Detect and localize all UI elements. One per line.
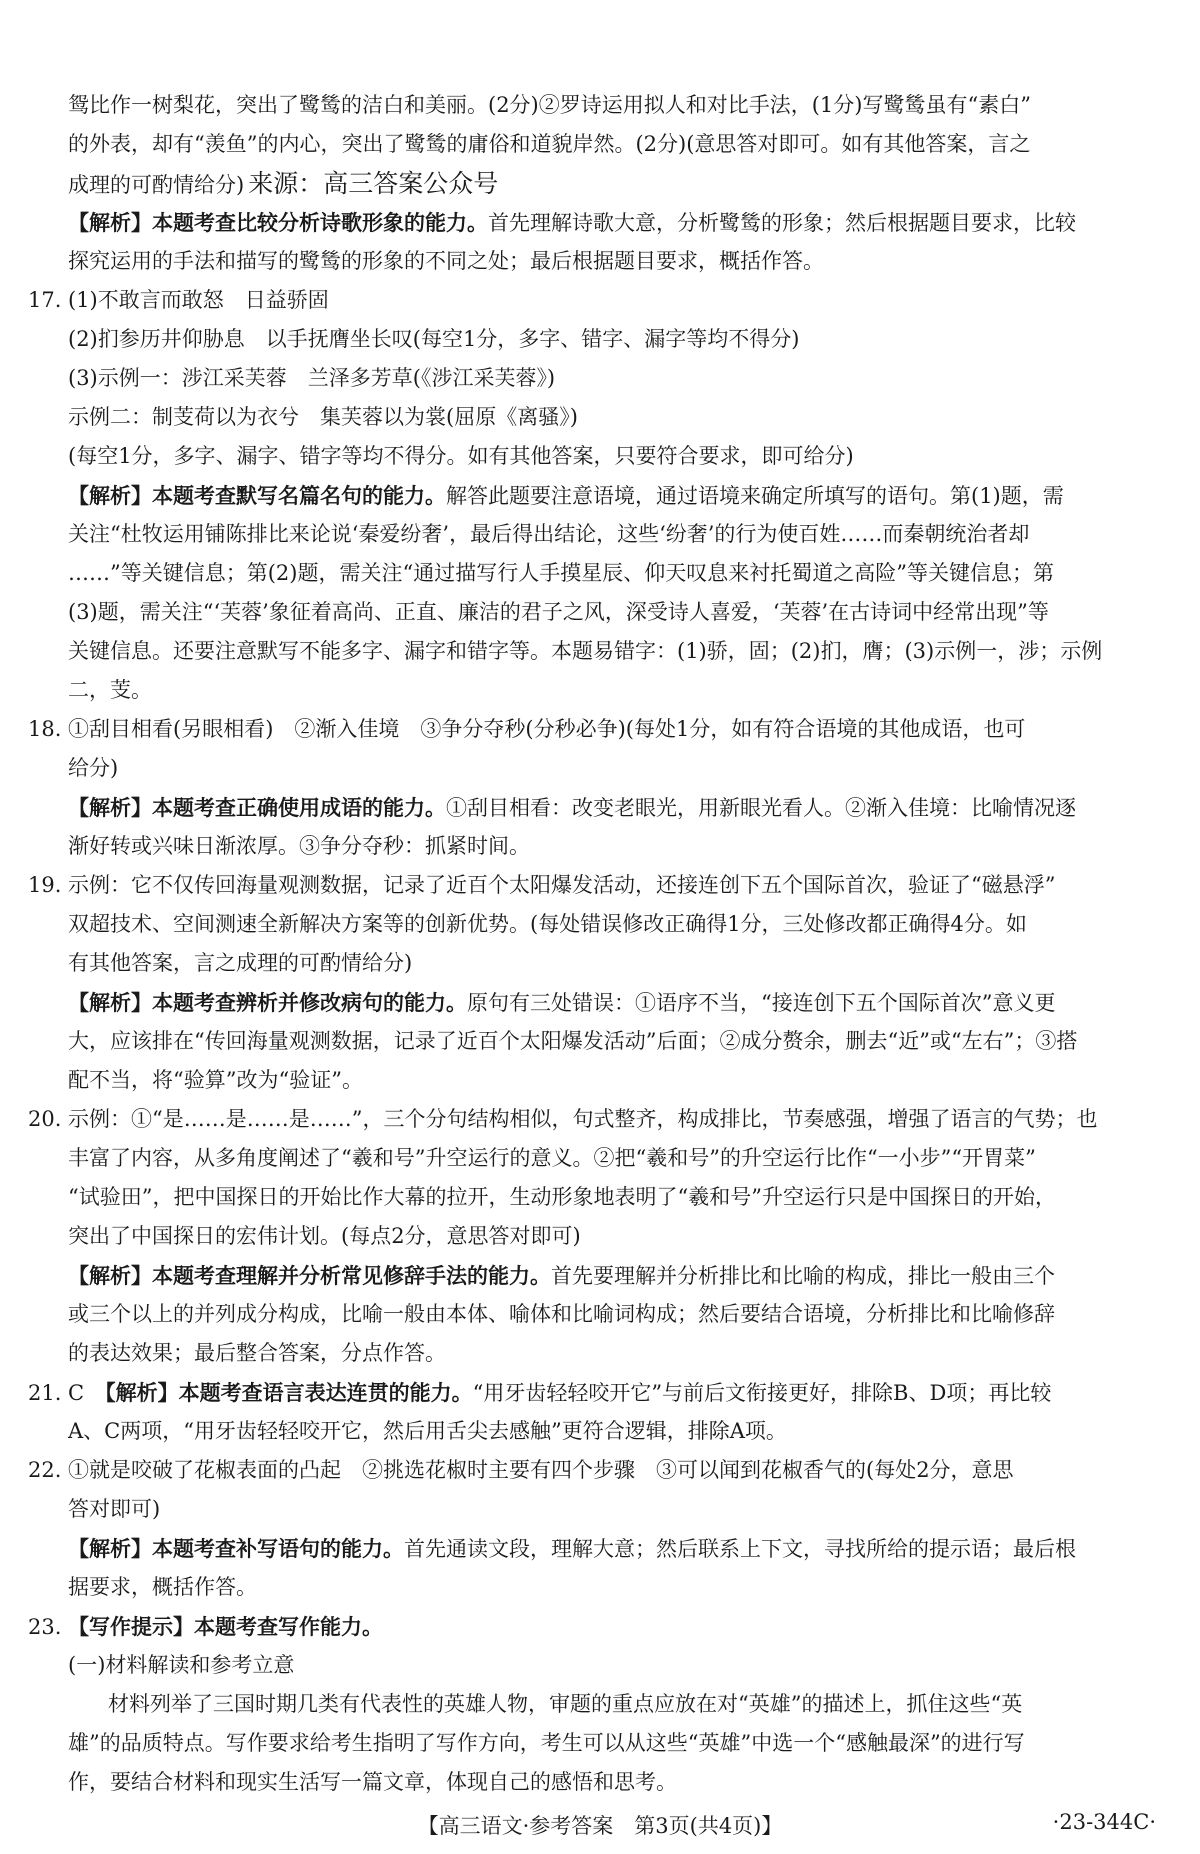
text-line <box>28 944 1172 983</box>
text-line <box>28 164 1172 203</box>
footer-exam-code: ·23-344C· <box>1052 1810 1156 1834</box>
question-number: 21. <box>28 1381 62 1405</box>
line-text: ①就是咬破了花椒表面的凸起 ②挑选花椒时主要有四个步骤 ③可以闻到花椒香气的(每处2分，意思 <box>68 1458 1014 1482</box>
text-line <box>28 1295 1172 1334</box>
source-note: 来源：高三答案公众号 <box>248 169 499 198</box>
analysis-heading: 【解析】本题考查理解并分析常见修辞手法的能力。 <box>68 1263 551 1288</box>
line-text: 首先要理解并分析排比和比喻的构成，排比一般由三个 <box>551 1264 1055 1288</box>
line-text: 解答此题要注意语境，通过语境来确定所填写的语句。第(1)题，需 <box>446 484 1064 508</box>
footer-page-info: 【高三语文·参考答案 第3页(共4页)】 <box>417 1814 783 1838</box>
text-line <box>28 905 1172 944</box>
text-line <box>28 1685 1172 1724</box>
line-text: 二，芰。 <box>68 678 152 702</box>
text-line <box>28 983 1172 1022</box>
text-line <box>28 1178 1172 1217</box>
text-line <box>28 1373 1172 1412</box>
line-text: ……”等关键信息；第(2)题，需关注“通过描写行人手摸星辰、仰天叹息来衬托蜀道之高险”等关键信息；第 <box>68 561 1054 585</box>
text-line <box>28 866 1172 905</box>
page-footer <box>0 1804 1200 1844</box>
line-text: 给分) <box>68 756 119 780</box>
text-line <box>28 1646 1172 1685</box>
text-line <box>28 242 1172 281</box>
line-text: A、C两项，“用牙齿轻轻咬开它，然后用舌尖去感触”更符合逻辑，排除A项。 <box>68 1419 787 1443</box>
line-text: 渐好转或兴味日渐浓厚。③争分夺秒：抓紧时间。 <box>68 834 530 858</box>
text-line <box>28 1529 1172 1568</box>
line-text: 或三个以上的并列成分构成，比喻一般由本体、喻体和比喻词构成；然后要结合语境，分析排比和比喻修辞 <box>68 1302 1055 1326</box>
text-line <box>28 1490 1172 1529</box>
text-line <box>28 1100 1172 1139</box>
text-line <box>28 749 1172 788</box>
text-line <box>28 1607 1172 1646</box>
line-text: 成理的可酌情给分) <box>68 173 245 197</box>
line-text: 突出了中国探日的宏伟计划。(每点2分，意思答对即可) <box>68 1224 581 1248</box>
text-line <box>28 1763 1172 1802</box>
question-number: 18. <box>28 717 62 741</box>
text-line <box>28 437 1172 476</box>
line-text: 材料列举了三国时期几类有代表性的英雄人物，审题的重点应放在对“英雄”的描述上，抓住这些“英 <box>108 1692 1023 1716</box>
question-number: 23. <box>28 1615 62 1639</box>
analysis-heading: 【解析】本题考查默写名篇名句的能力。 <box>68 483 446 508</box>
text-line <box>28 1256 1172 1295</box>
line-text: 示例：①“是……是……是……”，三个分句结构相似，句式整齐，构成排比，节奏感强，增强了语言的气势；也 <box>68 1107 1098 1131</box>
question-number: 22. <box>28 1458 62 1482</box>
text-line <box>28 125 1172 164</box>
text-line <box>28 554 1172 593</box>
line-text: (3)题，需关注“‘芙蓉’象征着高尚、正直、廉洁的君子之风，深受诗人喜爱，‘芙蓉’在古诗词中经常出现”等 <box>68 600 1049 624</box>
analysis-heading: 【解析】本题考查比较分析诗歌形象的能力。 <box>68 210 488 235</box>
line-text: 探究运用的手法和描写的鹭鸶的形象的不同之处；最后根据题目要求，概括作答。 <box>68 249 824 273</box>
text-line <box>28 1022 1172 1061</box>
text-line <box>28 1061 1172 1100</box>
line-text: 关键信息。还要注意默写不能多字、漏字和错字等。本题易错字：(1)骄，固；(2)扪，膺；(3)示例一，涉；示例 <box>68 639 1103 663</box>
text-line <box>28 1334 1172 1373</box>
answer-choice: C <box>68 1381 106 1405</box>
text-line <box>28 398 1172 437</box>
line-text: 答对即可) <box>68 1497 161 1521</box>
line-text: 关注“杜牧运用铺陈排比来论说‘秦爱纷奢’，最后得出结论，这些‘纷奢’的行为使百姓……而秦朝统治者却 <box>68 522 1030 546</box>
line-text: 示例二：制芰荷以为衣兮 集芙蓉以为裳(屈原《离骚》) <box>68 405 578 429</box>
line-text: ①刮目相看(另眼相看) ②渐入佳境 ③争分夺秒(分秒必争)(每处1分，如有符合语境的其他成语，也可 <box>68 717 1026 741</box>
text-line <box>28 788 1172 827</box>
question-number: 20. <box>28 1107 62 1131</box>
line-text: 鸳比作一树梨花，突出了鹭鸶的洁白和美丽。(2分)②罗诗运用拟人和对比手法，(1分)写鹭鸶虽有“素白” <box>68 93 1031 117</box>
line-text: 作，要结合材料和现实生活写一篇文章，体现自己的感悟和思考。 <box>68 1770 677 1794</box>
text-line <box>28 86 1172 125</box>
line-text: 双超技术、空间测速全新解决方案等的创新优势。(每处错误修改正确得1分，三处修改都正确得4分。如 <box>68 912 1027 936</box>
line-text: (一)材料解读和参考立意 <box>68 1653 295 1677</box>
text-line <box>28 1217 1172 1256</box>
text-line <box>28 281 1172 320</box>
line-text: 的外表，却有“羡鱼”的内心，突出了鹭鸶的庸俗和道貌岸然。(2分)(意思答对即可。如有其他答案，言之 <box>68 132 1031 156</box>
text-line <box>28 710 1172 749</box>
line-text: 原句有三处错误：①语序不当，“接连创下五个国际首次”意义更 <box>467 991 1056 1015</box>
text-line <box>28 593 1172 632</box>
text-line <box>28 359 1172 398</box>
analysis-heading: 【写作提示】本题考查写作能力。 <box>68 1614 383 1639</box>
line-text: (3)示例一：涉江采芙蓉 兰泽多芳草(《涉江采芙蓉》) <box>68 366 556 390</box>
line-text: 丰富了内容，从多角度阐述了“羲和号”升空运行的意义。②把“羲和号”的升空运行比作“一小步”“开胃菜” <box>68 1146 1036 1170</box>
line-text: 据要求，概括作答。 <box>68 1575 257 1599</box>
line-text: (每空1分，多字、漏字、错字等均不得分。如有其他答案，只要符合要求，即可给分) <box>68 444 854 468</box>
analysis-heading: 【解析】本题考查正确使用成语的能力。 <box>68 795 446 820</box>
analysis-heading: 【解析】本题考查辨析并修改病句的能力。 <box>68 990 467 1015</box>
text-line <box>28 320 1172 359</box>
line-text: “用牙齿轻轻咬开它”与前后文衔接更好，排除B、D项；再比较 <box>472 1381 1052 1405</box>
text-line <box>28 632 1172 671</box>
line-text: 示例：它不仅传回海量观测数据，记录了近百个太阳爆发活动，还接连创下五个国际首次，验证了“磁悬浮” <box>68 873 1056 897</box>
line-text: 雄”的品质特点。写作要求给考生指明了写作方向，考生可以从这些“英雄”中选一个“感触最深”的进行写 <box>68 1731 1025 1755</box>
text-line <box>28 203 1172 242</box>
line-text: 有其他答案，言之成理的可酌情给分) <box>68 951 413 975</box>
analysis-heading: 【解析】本题考查语言表达连贯的能力。 <box>105 1380 473 1405</box>
text-line <box>28 1412 1172 1451</box>
text-line <box>28 827 1172 866</box>
line-text: “试验田”，把中国探日的开始比作大幕的拉开，生动形象地表明了“羲和号”升空运行只是中国探日的开始， <box>68 1185 1056 1209</box>
text-line <box>28 515 1172 554</box>
line-text: 的表达效果；最后整合答案，分点作答。 <box>68 1341 446 1365</box>
answer-content <box>28 86 1172 1802</box>
line-text: (1)不敢言而敢怒 日益骄固 <box>68 288 329 312</box>
question-number: 19. <box>28 873 62 897</box>
line-text: 大，应该排在“传回海量观测数据，记录了近百个太阳爆发活动”后面；②成分赘余，删去“近”或“左右”；③搭 <box>68 1029 1078 1053</box>
text-line <box>28 1139 1172 1178</box>
text-line <box>28 1568 1172 1607</box>
line-text: ①刮目相看：改变老眼光，用新眼光看人。②渐入佳境：比喻情况逐 <box>446 796 1076 820</box>
analysis-heading: 【解析】本题考查补写语句的能力。 <box>68 1536 404 1561</box>
line-text: 首先理解诗歌大意，分析鹭鸶的形象；然后根据题目要求，比较 <box>488 211 1076 235</box>
text-line <box>28 671 1172 710</box>
question-number: 17. <box>28 288 62 312</box>
text-line <box>28 1451 1172 1490</box>
text-line <box>28 476 1172 515</box>
line-text: (2)扪参历井仰胁息 以手抚膺坐长叹(每空1分，多字、错字、漏字等均不得分) <box>68 327 800 351</box>
line-text: 配不当，将“验算”改为“验证”。 <box>68 1068 363 1092</box>
text-line <box>28 1724 1172 1763</box>
line-text: 首先通读文段，理解大意；然后联系上下文，寻找所给的提示语；最后根 <box>404 1537 1076 1561</box>
